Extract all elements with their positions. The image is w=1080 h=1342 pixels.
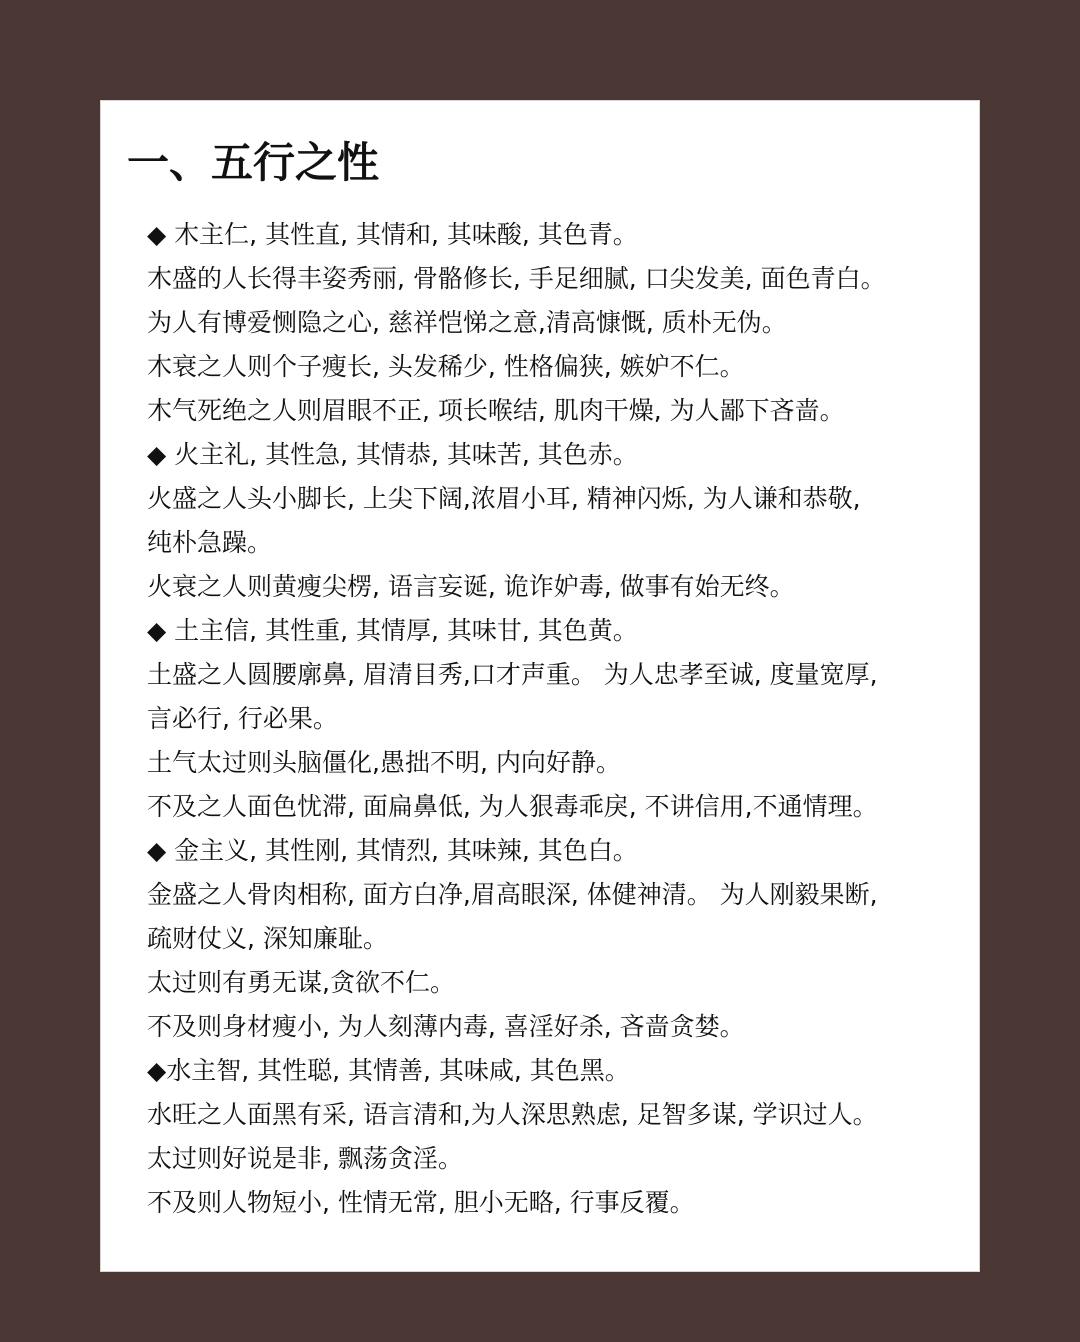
- text-line: ◆ 金主义, 其性刚, 其情烈, 其味辣, 其色白。: [147, 836, 638, 865]
- document-card: [101, 101, 979, 1271]
- text-line: 言必行, 行必果。: [147, 704, 338, 733]
- text-line: 木衰之人则个子瘦长, 头发稀少, 性格偏狭, 嫉妒不仁。: [147, 352, 745, 381]
- text-line: 不及则人物短小, 性情无常, 胆小无略, 行事反覆。: [147, 1188, 695, 1217]
- text-line: ◆ 木主仁, 其性直, 其情和, 其味酸, 其色青。: [147, 220, 638, 249]
- text-line: 土气太过则头脑僵化,愚拙不明, 内向好静。: [147, 748, 621, 777]
- text-line: 为人有博爱恻隐之心, 慈祥恺悌之意,清高慷慨, 质朴无伪。: [147, 308, 787, 337]
- text-line: 火盛之人头小脚长, 上尖下阔,浓眉小耳, 精神闪烁, 为人谦和恭敬,: [147, 484, 861, 513]
- text-line: 水旺之人面黑有采, 语言清和,为人深思熟虑, 足智多谋, 学识过人。: [147, 1100, 878, 1129]
- text-line: 木气死绝之人则眉眼不正, 项长喉结, 肌肉干燥, 为人鄙下吝啬。: [147, 396, 845, 425]
- text-line: 疏财仗义, 深知廉耻。: [147, 924, 388, 953]
- page-title: 一、五行之性: [127, 138, 380, 187]
- text-line: 火衰之人则黄瘦尖楞, 语言妄诞, 诡诈妒毒, 做事有始无终。: [147, 572, 795, 601]
- body-text: [147, 213, 967, 1225]
- text-line: 太过则有勇无谋,贪欲不仁。: [147, 968, 455, 997]
- text-line: ◆ 土主信, 其性重, 其情厚, 其味甘, 其色黄。: [147, 616, 638, 645]
- text-line: 纯朴急躁。: [147, 528, 273, 557]
- text-line: 木盛的人长得丰姿秀丽, 骨骼修长, 手足细腻, 口尖发美, 面色青白。: [147, 264, 886, 293]
- text-line: 太过则好说是非, 飘荡贪淫。: [147, 1144, 463, 1173]
- text-line: ◆水主智, 其性聪, 其情善, 其味咸, 其色黑。: [147, 1056, 630, 1085]
- text-line: 金盛之人骨肉相称, 面方白净,眉高眼深, 体健神清。 为人刚毅果断,: [147, 880, 878, 909]
- text-line: ◆ 火主礼, 其性急, 其情恭, 其味苦, 其色赤。: [147, 440, 638, 469]
- text-line: 不及之人面色忧滞, 面扁鼻低, 为人狠毒乖戾, 不讲信用,不通情理。: [147, 792, 878, 821]
- text-line: 土盛之人圆腰廓鼻, 眉清目秀,口才声重。 为人忠孝至诚, 度量宽厚,: [147, 660, 878, 689]
- text-line: 不及则身材瘦小, 为人刻薄内毒, 喜淫好杀, 吝啬贪婪。: [147, 1012, 745, 1041]
